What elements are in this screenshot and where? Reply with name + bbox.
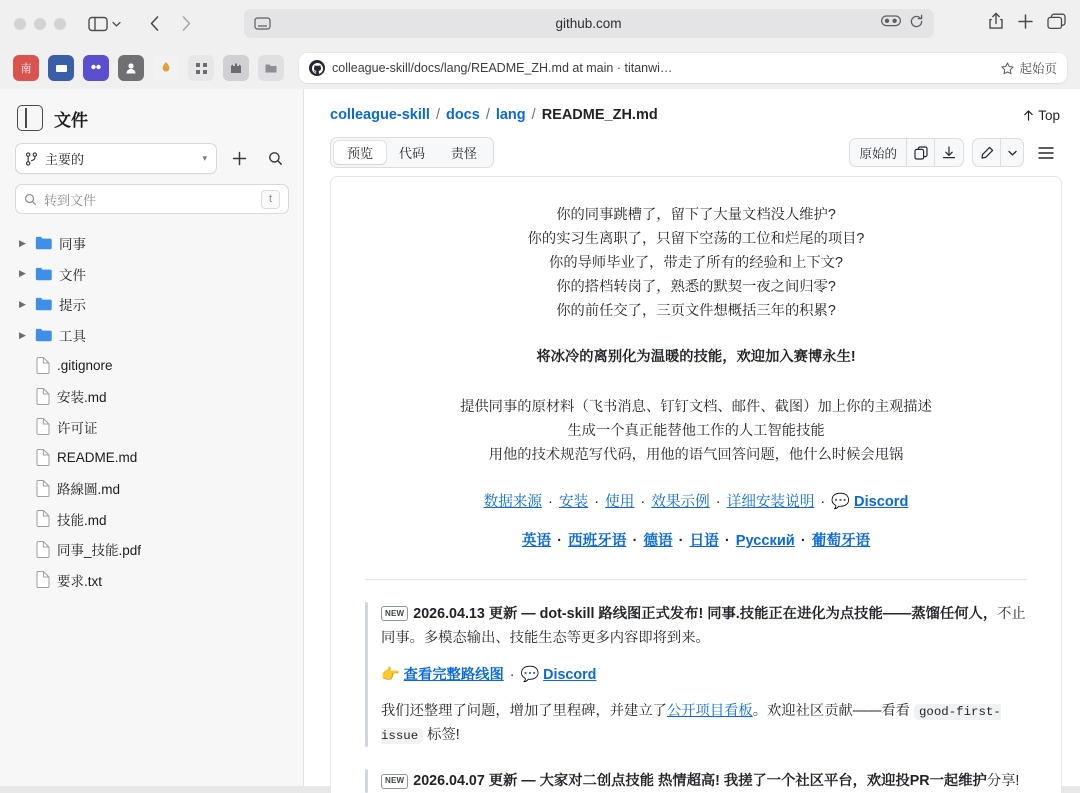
main-pane [304, 89, 1080, 790]
file-label: README.md [57, 449, 138, 465]
shield-glasses-icon [881, 14, 901, 28]
file-tree [0, 222, 303, 595]
breadcrumb-separator: / [435, 107, 440, 123]
extensions-icon[interactable] [881, 14, 901, 33]
copy-button[interactable] [907, 139, 935, 166]
back-button[interactable] [139, 11, 169, 37]
link-project-board[interactable]: 公开项目看板 [666, 703, 753, 720]
sidebar-file-1[interactable] [0, 381, 303, 412]
search-placeholder: 转到文件 [44, 192, 97, 208]
chevron-right-icon[interactable]: ▶ [19, 237, 26, 248]
download-icon [942, 146, 956, 160]
link-lang-en[interactable]: 英语 [521, 532, 552, 549]
link-lang-es[interactable]: 西班牙语 [568, 532, 627, 549]
file-icon [36, 510, 50, 527]
sidebar-toggle-button[interactable] [82, 10, 127, 37]
tabs-icon [1047, 13, 1066, 30]
description-line: 用他的技术规范写代码，用他的语气回答问题，他什么时候会甩锅 [488, 447, 904, 464]
owl-icon [89, 61, 103, 75]
search-shortcut-key: t [261, 190, 280, 209]
folder-icon [35, 328, 52, 342]
link-usage[interactable]: 使用 [605, 494, 635, 511]
search-row [0, 174, 303, 222]
file-icon [36, 388, 50, 405]
sidebar-folder-0[interactable] [0, 228, 303, 259]
chevron-right-icon[interactable]: ▶ [19, 268, 26, 279]
breadcrumb-lang[interactable]: lang [495, 107, 526, 123]
copy-icon [914, 146, 928, 160]
bookmark-favicon-5[interactable] [153, 55, 179, 81]
sidebar-folder-3[interactable] [0, 320, 303, 351]
description-block [365, 395, 1027, 467]
panel-icon[interactable] [17, 105, 43, 131]
branch-selector[interactable] [15, 143, 217, 174]
castle-icon [229, 61, 243, 75]
url-text: github.com [555, 16, 622, 31]
grid-icon [194, 61, 209, 76]
folder-label: 文件 [59, 267, 86, 283]
file-icon [36, 357, 50, 374]
question-line: 你的前任交了，三页文件想概括三年的积累? [556, 303, 836, 320]
breadcrumb [304, 89, 1080, 137]
chevron-right-icon [182, 16, 191, 31]
git-branch-icon [25, 152, 38, 166]
sidebar-file-6[interactable] [0, 534, 303, 565]
start-page-label: 起始页 [1019, 62, 1057, 76]
plus-icon [232, 151, 247, 166]
search-icon [268, 151, 283, 166]
reload-button[interactable] [909, 14, 924, 34]
file-icon [36, 418, 50, 435]
branch-name: 主要的 [45, 152, 85, 167]
readme-document [331, 177, 1061, 793]
note-body-pre: 我们还整理了问题，增加了里程碑，并建立了 [381, 703, 667, 720]
share-button[interactable] [988, 12, 1004, 35]
window-controls [14, 18, 66, 30]
search-input[interactable] [15, 184, 289, 214]
chevron-right-icon[interactable]: ▶ [19, 329, 26, 340]
bookmark-favicon-3[interactable] [83, 55, 109, 81]
page-content [0, 89, 1080, 790]
reload-icon [909, 14, 924, 29]
bookmark-favicon-8[interactable] [258, 55, 284, 81]
navigation-arrows [139, 11, 201, 37]
note-date-text: 2026.04.07 更新 — 大家对二创点技能 热情超高! 我搓了一个社区平台，欢迎投PR一起维护 [413, 773, 987, 790]
sidebar-file-7[interactable] [0, 565, 303, 596]
file-actions [849, 138, 1060, 167]
breadcrumb-repo[interactable]: colleague-skill [330, 107, 430, 123]
chevron-down-icon [1008, 150, 1017, 156]
app-icon [54, 61, 69, 76]
file-sidebar [0, 89, 304, 786]
nav-links-row: 数据来源 · 安装 · 使用 · 效果示例 · 详细安装说明 · 💬 Discord [483, 493, 909, 511]
search-icon [24, 193, 37, 206]
list-icon [1038, 146, 1054, 160]
sidebar-title: 文件 [54, 110, 88, 130]
view-toolbar [304, 137, 1080, 168]
breadcrumb-docs[interactable]: docs [445, 107, 480, 123]
note-accent-bar [365, 602, 368, 747]
file-label: 同事_技能.pdf [57, 543, 142, 559]
link-lang-ja[interactable]: 日语 [689, 532, 719, 549]
close-window-button[interactable] [14, 18, 26, 30]
bookmark-favicon-7[interactable] [223, 55, 249, 81]
divider [365, 579, 1027, 580]
sidebar-file-4[interactable] [0, 473, 303, 504]
folder-icon [35, 236, 52, 250]
language-links-row: 英语 · 西班牙语 · 德语 · 日语 · Русский · 葡萄牙语 [521, 532, 871, 549]
maximize-window-button[interactable] [54, 18, 66, 30]
star-icon [1001, 62, 1014, 75]
sidebar-file-2[interactable] [0, 412, 303, 443]
file-icon [36, 541, 50, 558]
page-settings-button[interactable] [254, 17, 271, 31]
outline-button[interactable] [1032, 138, 1060, 167]
questions-block [365, 203, 1027, 369]
active-tab[interactable] [299, 53, 1067, 83]
folder-label: 同事 [59, 237, 86, 253]
bookmark-favicon-1[interactable]: 南 [13, 55, 39, 81]
tab-title: colleague-skill/docs/lang/README_ZH.md at main · titanwi… [332, 61, 673, 75]
link-examples[interactable]: 效果示例 [651, 494, 710, 511]
breadcrumb-separator: / [531, 107, 536, 123]
question-line: 你的实习生离职了，只留下空荡的工位和烂尾的项目? [527, 231, 865, 248]
new-badge: NEW [381, 774, 408, 789]
link-full-roadmap[interactable]: 查看完整路线图 [403, 667, 504, 684]
sidebar-file-3[interactable] [0, 442, 303, 473]
tab-preview[interactable]: 预览 [334, 141, 386, 164]
bookmark-favicon-6[interactable] [188, 55, 214, 81]
folder-label: 提示 [59, 298, 86, 314]
github-icon [309, 60, 325, 76]
note-body-line [381, 699, 1027, 747]
bookmark-favicon-4[interactable] [118, 55, 144, 81]
download-button[interactable] [935, 139, 963, 166]
pointing-hand-icon: 👉 [381, 666, 400, 684]
start-page-button[interactable] [1001, 59, 1057, 77]
sidebar-file-5[interactable] [0, 503, 303, 534]
share-icon [988, 12, 1004, 30]
link-discord[interactable]: Discord [543, 667, 597, 684]
question-line: 你的导师毕业了，带走了所有的经验和上下文? [549, 255, 843, 272]
edit-group [972, 138, 1024, 167]
note-accent-bar [365, 769, 368, 793]
chevron-down-icon [112, 21, 121, 27]
top-label: Top [1038, 107, 1060, 123]
note-rest-text: 不止同事。多模态输出、技能生态等更多内容即将到来。 [381, 606, 1026, 647]
folder-icon [264, 61, 278, 75]
link-data-source[interactable]: 数据来源 [483, 494, 542, 511]
tab-overview-button[interactable] [1047, 13, 1066, 35]
file-label: 要求.txt [57, 573, 103, 589]
question-line: 你的搭档转岗了，熟悉的默契一夜之间归零? [556, 279, 836, 296]
note-body-post: 标签! [423, 727, 460, 744]
toolbar-right-actions [988, 12, 1066, 35]
arrow-up-icon [1023, 110, 1034, 121]
chevron-down-icon: ▾ [202, 153, 207, 163]
link-install-guide[interactable]: 详细安装说明 [726, 494, 815, 511]
bookmark-favicon-2[interactable] [48, 55, 74, 81]
release-note-1 [365, 602, 1027, 747]
file-icon [36, 480, 50, 497]
note-date-text: 2026.04.13 更新 — dot-skill 路线图正式发布! 同事.技能正在进化为点技能——蒸馏任何人， [413, 606, 998, 623]
address-bar[interactable] [244, 9, 934, 38]
plus-icon [1017, 13, 1034, 30]
speech-balloon-icon: 💬 [831, 493, 850, 511]
folder-icon [35, 267, 52, 281]
pencil-icon [980, 146, 994, 160]
new-badge: NEW [381, 606, 408, 621]
browser-toolbar [0, 0, 1080, 47]
sidebar-folder-2[interactable] [0, 289, 303, 320]
tagline: 将冰冷的离别化为温暖的技能，欢迎加入赛博永生! [536, 349, 856, 366]
bookmarks-bar [0, 47, 1080, 89]
file-label: .gitignore [57, 358, 113, 374]
person-icon [124, 61, 138, 75]
link-lang-pt[interactable]: 葡萄牙语 [811, 532, 871, 549]
edit-dropdown-button[interactable] [1001, 139, 1023, 166]
note-rest-text: 分享! [986, 773, 1020, 790]
file-label: 安装.md [57, 390, 107, 406]
file-label: 许可证 [57, 420, 98, 436]
description-line: 生成一个真正能替他工作的人工智能技能 [567, 423, 825, 440]
folder-label: 工具 [59, 329, 86, 345]
note-headline [381, 769, 1027, 793]
github-mark-icon [312, 63, 323, 74]
add-file-button[interactable] [225, 144, 253, 173]
folder-icon [35, 297, 52, 311]
minimize-window-button[interactable] [34, 18, 46, 30]
readme-container [330, 176, 1062, 793]
view-tabs [330, 137, 494, 168]
back-to-top-link[interactable] [1023, 108, 1060, 123]
separator: · [509, 667, 515, 684]
chevron-left-icon [150, 16, 159, 31]
link-lang-ru[interactable]: Русский [735, 532, 795, 549]
tab-blame[interactable]: 责怪 [451, 146, 478, 161]
new-tab-button[interactable] [1017, 13, 1034, 35]
description-line: 提供同事的原材料（飞书消息、钉钉文档、邮件、截图）加上你的主观描述 [460, 399, 932, 416]
file-icon [36, 571, 50, 588]
breadcrumb-separator: / [485, 107, 490, 123]
search-files-button[interactable] [261, 144, 289, 173]
tab-code[interactable]: 代码 [399, 146, 426, 161]
note-body-mid: 。欢迎社区贡献——看看 [752, 703, 914, 720]
link-discord[interactable]: Discord [854, 494, 909, 511]
note-link-line [381, 662, 1027, 687]
raw-button[interactable]: 原始的 [850, 139, 907, 166]
code-good-first-issue: good-first-issue [381, 705, 1001, 744]
candle-icon [160, 61, 172, 75]
note-headline [381, 602, 1027, 650]
file-label: 技能.md [57, 512, 107, 528]
sidebar-header [0, 89, 303, 143]
address-bar-container [201, 9, 976, 38]
raw-copy-download-group [849, 138, 964, 167]
speech-balloon-icon: 💬 [520, 666, 540, 684]
sidebar-folder-1[interactable] [0, 259, 303, 290]
question-line: 你的同事跳槽了，留下了大量文档没人维护? [556, 207, 836, 223]
chevron-right-icon[interactable]: ▶ [19, 298, 26, 309]
file-label: 路線圖.md [57, 482, 121, 498]
file-icon [36, 449, 50, 466]
forward-button[interactable] [171, 11, 201, 37]
edit-button[interactable] [973, 139, 1001, 166]
branch-row [0, 143, 303, 174]
breadcrumb-current: README_ZH.md [541, 107, 658, 123]
link-lang-de[interactable]: 德语 [643, 532, 673, 549]
sidebar-icon [88, 16, 108, 32]
release-note-2 [365, 769, 1027, 793]
link-install[interactable]: 安装 [558, 494, 589, 511]
sidebar-file-0[interactable] [0, 350, 303, 381]
reader-view-icon [254, 17, 271, 31]
